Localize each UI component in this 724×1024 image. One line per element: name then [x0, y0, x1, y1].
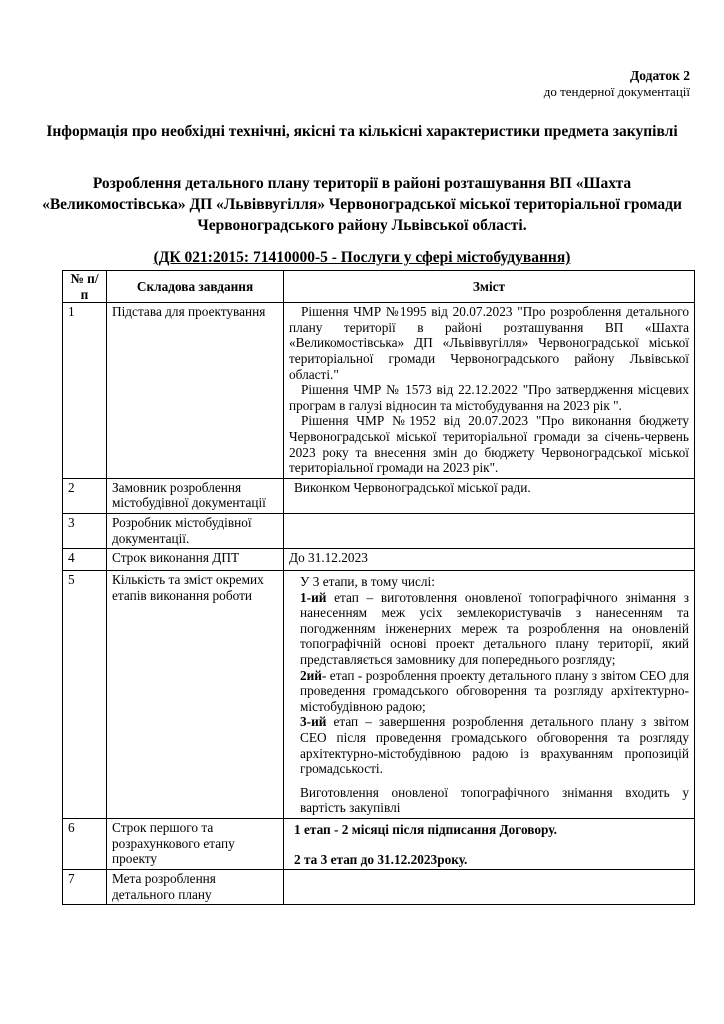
row-num: 4	[63, 549, 107, 571]
table-row	[63, 303, 695, 479]
stage-1-text: етап – виготовлення оновленої топографічного знімання з нанесенням меж усіх землекористувачів з нанесенням та погодженням інженерних мереж та розроблення на оновленій топографічній основі проект детального плану території, який представляється замовнику для попереднього розгляду;	[300, 589, 689, 668]
table-row	[63, 478, 695, 513]
topography-note: Виготовлення оновленої топографічного знімання входить у вартість закупівлі	[300, 784, 689, 816]
table-row	[63, 513, 695, 548]
header-num: № п/п	[63, 271, 107, 303]
row-num: 7	[63, 870, 107, 905]
basis-decision-3: Рішення ЧМР №1952 від 20.07.2023 "Про виконання бюджету Червоноградської міської територіальної громади за січень-червень 2023 року та внесення змін до бюджету Червоноградської міської територіальної громади на 2023 рік".	[289, 413, 689, 476]
table-row	[63, 571, 695, 819]
stage-2-3-deadline: 2 та 3 етап до 31.12.2023року.	[294, 851, 468, 867]
row-content	[284, 513, 695, 548]
stage-2-text: - етап - розроблення проекту детального плану з звітом СЕО для проведення громадського обговорення та розгляду архітектурно-містобудівною радою;	[300, 667, 689, 714]
stage-1-deadline: 1 етап - 2 місяці після підписання Договору.	[294, 822, 557, 837]
header-content: Зміст	[284, 271, 695, 303]
row-content: До 31.12.2023	[284, 549, 695, 571]
stages-intro: У 3 етапи, в тому числі:	[300, 574, 435, 590]
row-component: Кількість та зміст окремих етапів виконання роботи	[107, 571, 284, 819]
basis-decision-2: Рішення ЧМР № 1573 від 22.12.2022 "Про затвердження місцевих програм в галузі відносин та містобудування на 2023 рік ".	[289, 382, 689, 413]
stage-3-text: етап – завершення розроблення детального плану з звітом СЕО після проведення громадського обговорення та розгляду архітектурно-містобудівною радою із врахуванням пропозицій громадськості.	[300, 714, 689, 777]
annex-label	[544, 68, 690, 100]
row-num: 6	[63, 819, 107, 870]
row-component: Підстава для проектування	[107, 303, 284, 479]
annex-subtitle: до тендерної документації	[543, 84, 690, 99]
stage-1	[300, 590, 689, 668]
cpv-code: (ДК 021:2015: 71410000-5 - Послуги у сфері містобудування)	[153, 249, 571, 266]
table-row	[63, 549, 695, 571]
row-component: Мета розроблення детального плану	[107, 870, 284, 905]
row-component: Розробник містобудівної документації.	[107, 513, 284, 548]
basis-decision-1: Рішення ЧМР №1995 від 20.07.2023 "Про розроблення детального плану території в районі розташування ВП «Шахта «Великомостівська» ДП «Львіввугілля» Червоноградської міської територіальної громади Червоноградського району Львівської області."	[289, 304, 689, 382]
row-content	[284, 303, 695, 479]
stage-3-label: 3-ий	[300, 714, 327, 730]
document-subject: Розроблення детального плану території в районі розташування ВП «Шахта «Великомостівська» ДП «Львіввугілля» Червоноградської міської територіальної громади Червоноградського району Львівської області.	[42, 175, 682, 234]
row-num: 5	[63, 571, 107, 819]
document-heading: Інформація про необхідні технічні, якісні та кількісні характеристики предмета закупівлі	[46, 123, 678, 140]
header-component: Складова завдання	[107, 271, 284, 303]
table-row	[63, 819, 695, 870]
row-content	[284, 819, 695, 870]
row-component: Строк першого та розрахункового етапу проекту	[107, 819, 284, 870]
row-content	[284, 870, 695, 905]
row-component: Замовник розроблення містобудівної документації	[107, 478, 284, 513]
stage-3	[300, 714, 689, 776]
row-num: 2	[63, 478, 107, 513]
table-row	[63, 870, 695, 905]
row-content: Виконком Червоноградської міської ради.	[284, 478, 695, 513]
row-component: Строк виконання ДПТ	[107, 549, 284, 571]
row-content	[284, 571, 695, 819]
table-header-row	[63, 271, 695, 303]
row-num: 3	[63, 513, 107, 548]
annex-title: Додаток 2	[630, 68, 690, 83]
requirements-table	[62, 270, 695, 905]
row-num: 1	[63, 303, 107, 479]
stage-2-label: 2ий	[300, 667, 322, 683]
stage-1-label: 1-ий	[300, 589, 327, 605]
stage-2	[300, 668, 689, 715]
